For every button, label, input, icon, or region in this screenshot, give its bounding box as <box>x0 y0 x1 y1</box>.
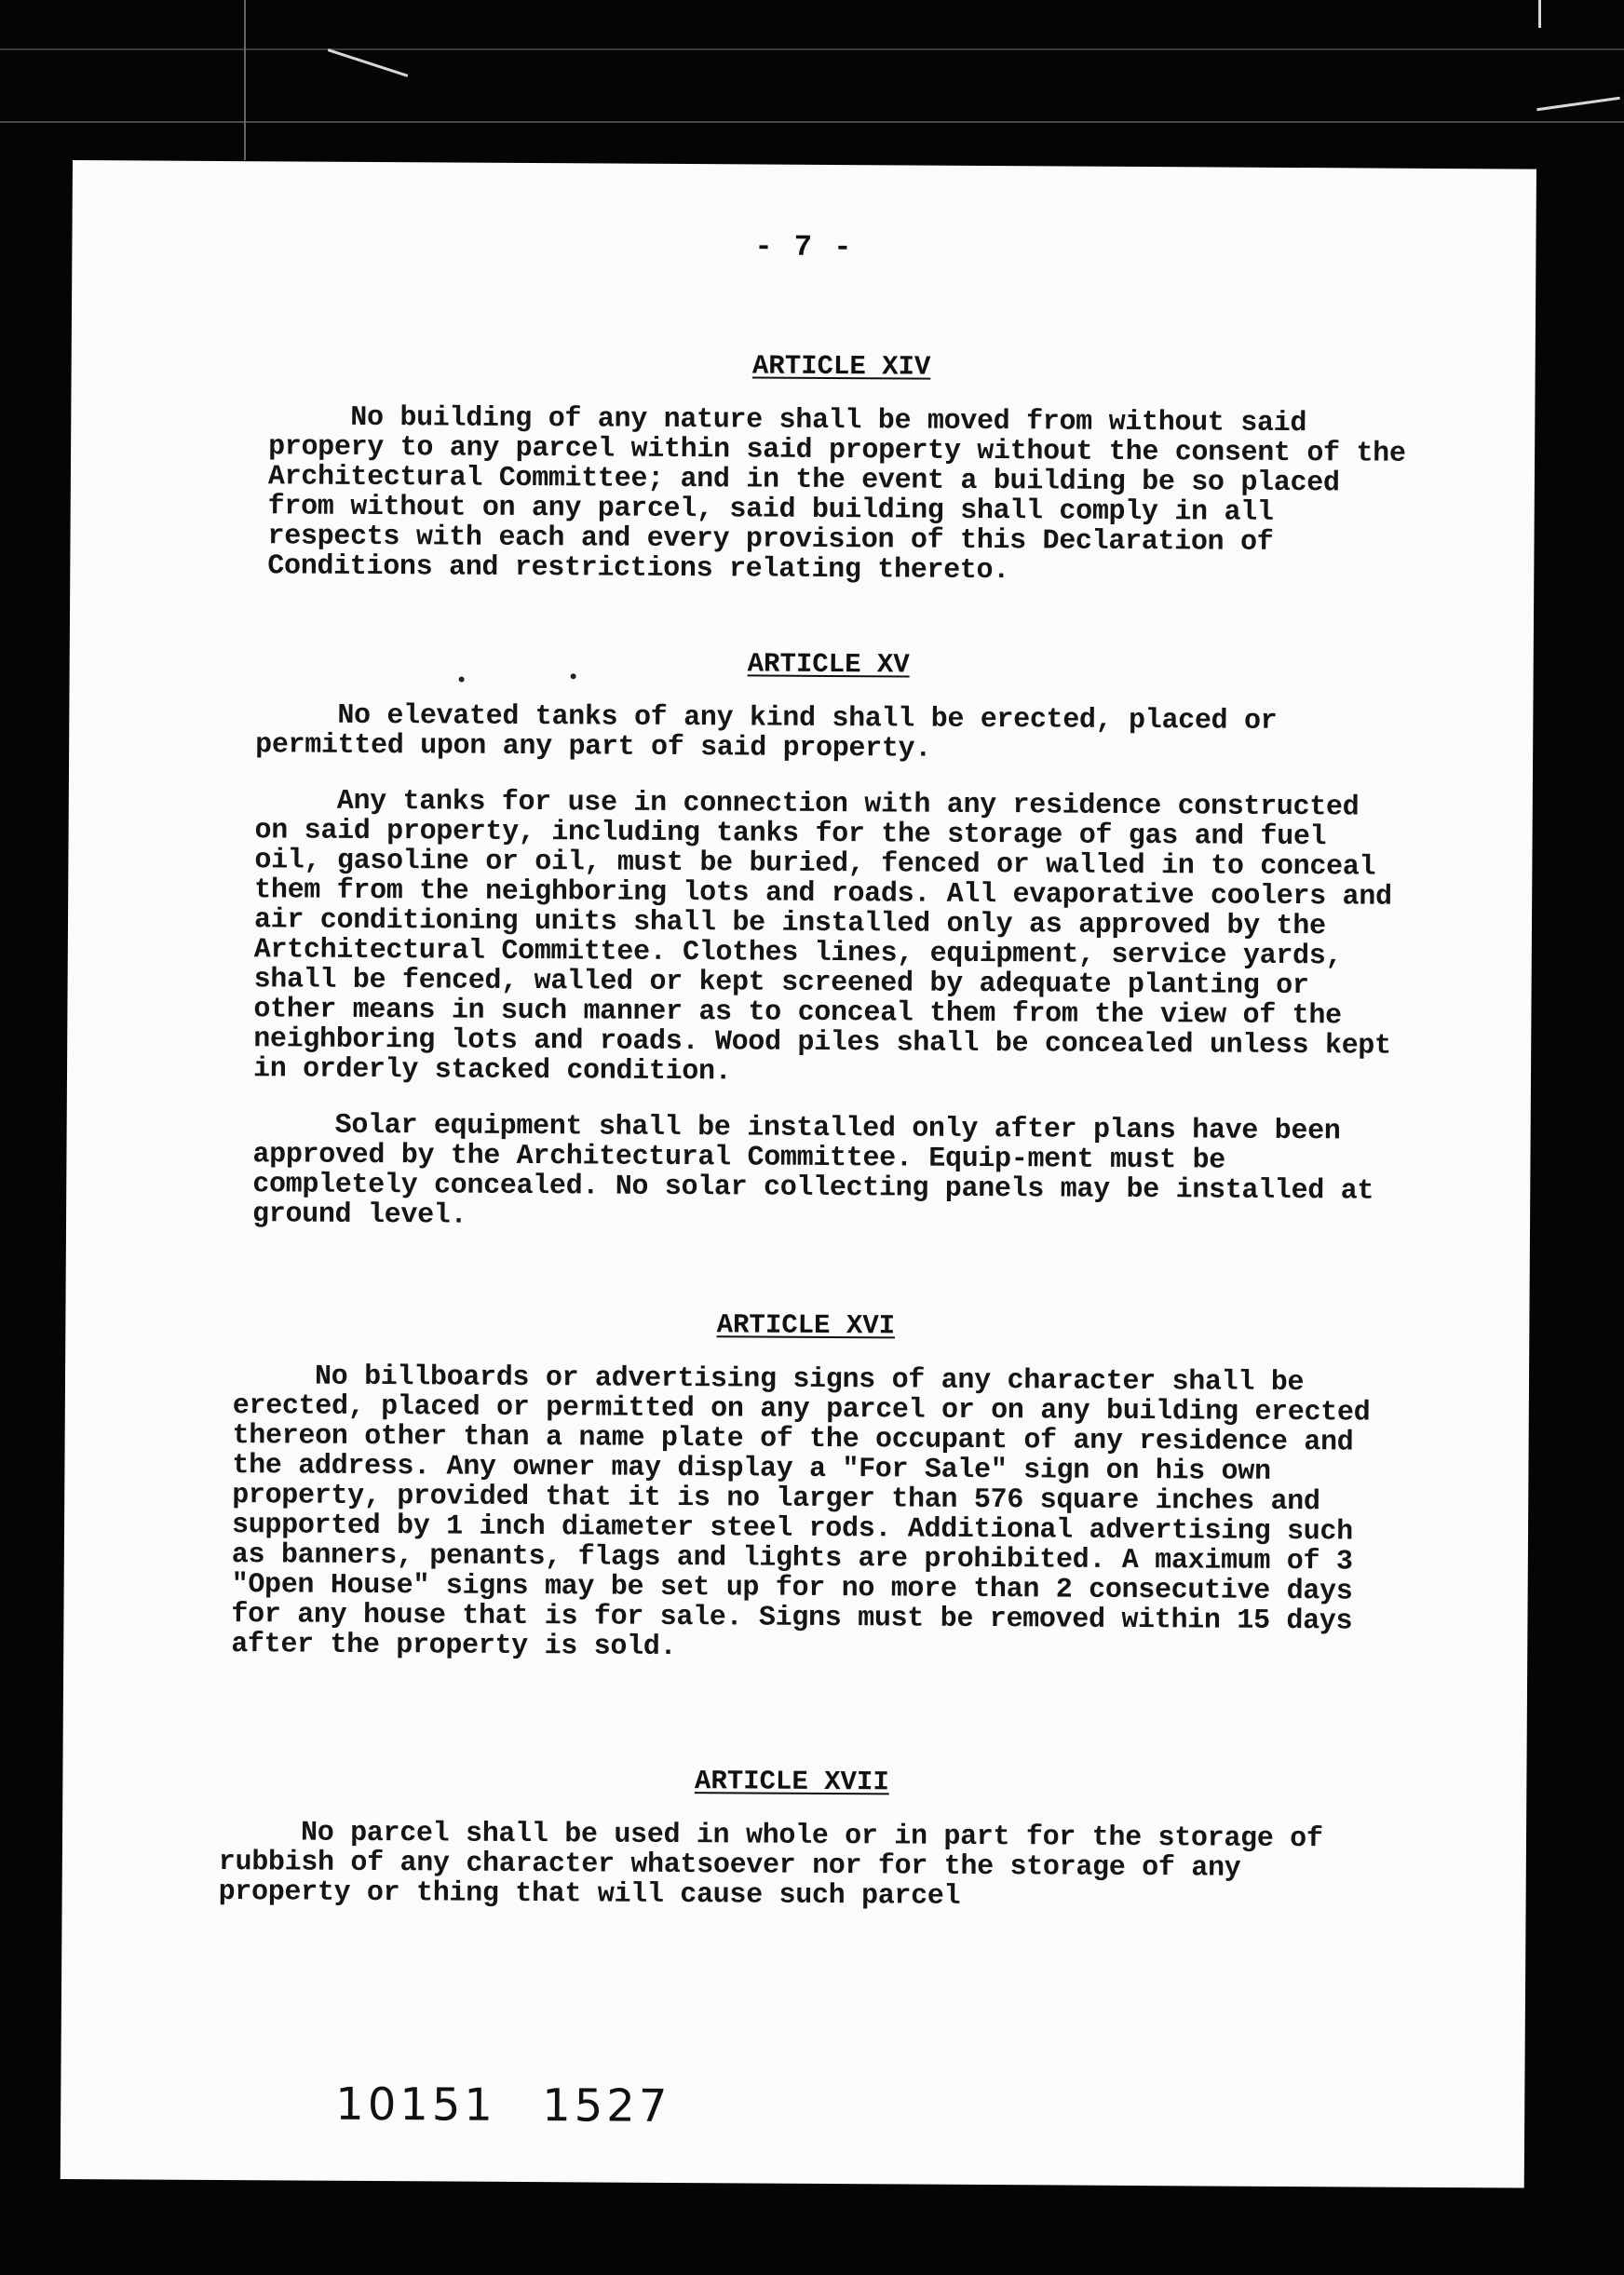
article-paragraph: No billboards or advertising signs of any character shall be erected, placed or permitted on any parcel or on any building erected thereon other than a name plate of the occupant of any residence and the address. Any owner may display a "For Sale" sign on his own property, provided that it is no larger than 576 square inches and supported by 1 inch diameter steel rods. Additional advertising such as banners, penants, flags and lights are prohibited. A maximum of 3 "Open House" signs may be set up for no more than 2 consecutive days for any house that is for sale. Signs must be removed within 15 days after the property is sold. <box>231 1361 1371 1663</box>
scan-artifact-line <box>1538 0 1541 28</box>
article-paragraph: Any tanks for use in connection with any residence constructed on said property, including tanks for the storage of gas and fuel oil, gasoline or oil, must be buried, fenced or walled in to conceal them from the neighboring lots and roads. All evaporative coolers and air conditioning units shall be installed only as approved by the Artchitectural Committee. Clothes lines, equipment, service yards, shall be fenced, walled or kept screened by adequate planting or other means in such manner as to conceal them from the view of the neighboring lots and roads. Wood piles shall be concealed unless kept in orderly stacked condition. <box>252 785 1392 1089</box>
article-heading: ARTICLE XVI <box>716 1309 896 1342</box>
article-xv <box>252 645 1401 1263</box>
article-paragraph: No parcel shall be used in whole or in part for the storage of rubbish of any character whatsoever nor for the storage of any property or thing that will cause such parcel <box>218 1817 1323 1913</box>
scan-artifact-line <box>244 0 246 160</box>
article-paragraph: No building of any nature shall be moved from without said propery to any parcel within said property without the consent of the Architectural Committee; and in the event a building be so placed from without on any parcel, said building shall comply in all respects with each and every provision of this Declaration of Conditions and restrictions relating thereto. <box>267 401 1406 588</box>
article-heading: ARTICLE XV <box>747 648 910 681</box>
article-xiv <box>267 347 1414 615</box>
article-paragraph: No elevated tanks of any kind shall be erected, placed or permitted upon any part of said property. <box>255 699 1278 765</box>
document-page <box>61 160 1536 2188</box>
article-heading: ARTICLE XVII <box>694 1766 889 1798</box>
article-xvii <box>218 1763 1364 1941</box>
scan-artifact-line <box>1536 97 1620 111</box>
scan-artifact-line <box>328 48 409 77</box>
article-heading: ARTICLE XIV <box>751 350 931 383</box>
article-xvi <box>231 1307 1378 1693</box>
article-paragraph: Solar equipment shall be installed only after plans have been approved by the Architectural Committee. Equip-ment must be completely concealed. No solar collecting panels may be installed at ground level. <box>251 1109 1374 1232</box>
page-number: - 7 - <box>754 229 854 265</box>
document-code: 10151 1527 <box>335 2078 671 2133</box>
